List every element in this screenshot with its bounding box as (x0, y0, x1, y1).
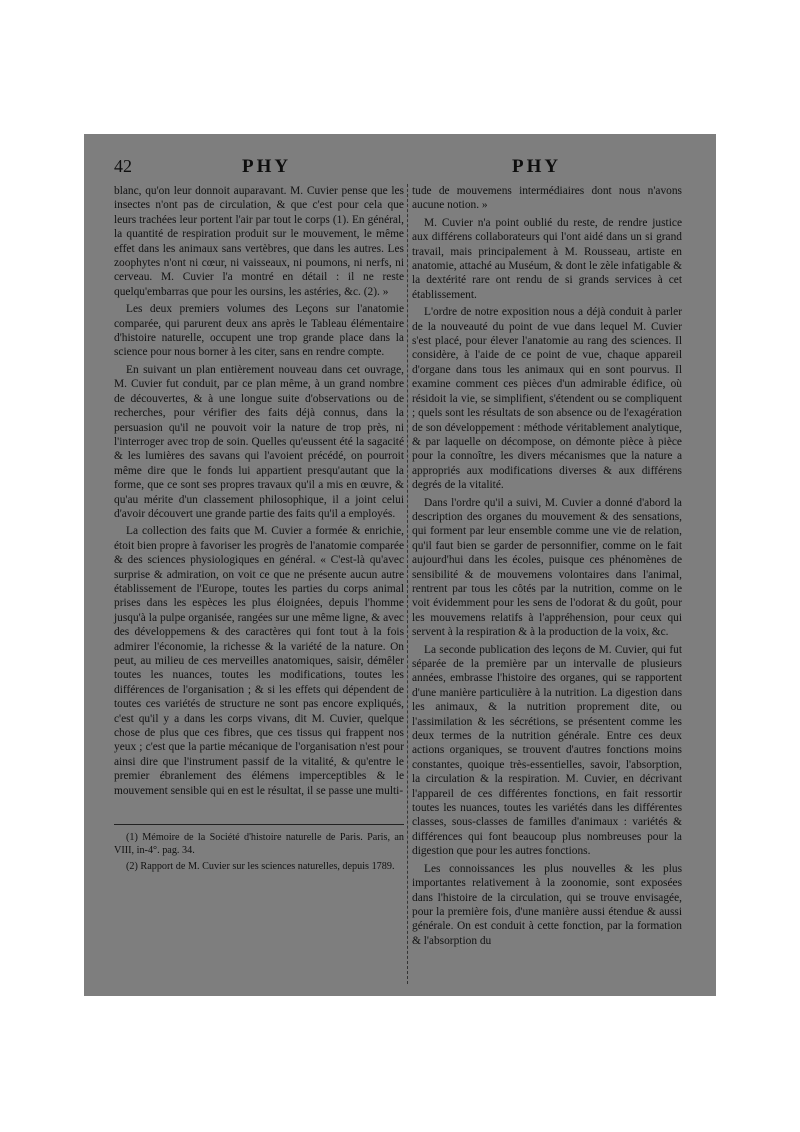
footnote-rule (114, 824, 404, 825)
left-column (114, 184, 404, 873)
footnote-2: (2) Rapport de M. Cuvier sur les sciences naturelles, depuis 1789. (126, 861, 395, 873)
right-paragraph-1: tude de mouvemens intermédiaires dont nous n'avons aucune notion. » (412, 185, 682, 212)
left-paragraph-4: La collection des faits que M. Cuvier a formée & enrichie, étoit bien propre à favoriser les progrès de l'anatomie comparée & des sciences physiologiques en général. « C'est-là qu'avec surprise & admiration, on voit ce que ne présente aucun autre établissement de l'Europe, toutes les parties du corps animal prises dans les espèces les plus éloignées, depuis l'homme jusqu'à la pulpe organisée, rangées sur une même ligne, & avec des développemens & des caractères qui font tout à la fois admirer l'économie, la richesse & la variété de la nature. On peut, au milieu de ces merveilles anatomiques, saisir, démêler toutes les nuances, toutes les modifications, toutes les différences de l'organisation ; & si les effets qui dépendent de toutes ces variétés de structure ne sont pas encore expliqués, c'est qu'il y a dans les corps vivans, dit M. Cuvier, quelque chose de plus que ces fibres, que ces tissus qui frappent nos yeux ; c'est que la partie mécanique de l'organisation n'est pour ainsi dire que l'instrument passif de la vitalité, & qu'entre le premier ébranlement des élémens imperceptibles & le mouvement sensible qui en est le résultat, il se passe une multi- (114, 525, 404, 797)
left-paragraph-3: En suivant un plan entièrement nouveau dans cet ouvrage, M. Cuvier fut conduit, par ce plan même, à un grand nombre de découvertes, & à une longue suite d'observations ou de recherches, pour vérifier des faits déjà connus, dans la persuasion qu'il ne pouvoit voir la nature de trop près, ni l'interroger avec trop de soin. Quelles qu'eussent été la sagacité & les lumières des savans qui l'avoient précédé, on pourroit même dire que le fonds lui appartient presqu'autant que la forme, que ce sont ses propres travaux qu'il a mis en œuvre, & qu'au mérite d'un classement philosophique, il a joint celui d'avoir découvert une grande partie des faits qu'il a employés. (114, 363, 404, 520)
right-running-header: PHY (512, 156, 562, 177)
right-paragraph-3: L'ordre de notre exposition nous a déjà conduit à parler de la nouveauté du point de vue dans lequel M. Cuvier s'est placé, pour élever l'anatomie au rang des sciences. Il considère, à l'aide de ce point de vue, chaque appareil d'organe dans tous les animaux qui en sont pourvus. Il examine comment ces pièces d'un admirable édifice, où résidoit la vie, se simplifient, s'étendent ou se compliquent ; quels sont les résultats de son absence ou de l'exagération de son développement : méthode véritablement analytique, & par laquelle on décompose, on démonte pièce à pièce pour la connoître, les divers mécanismes que la nature a appropriés aux modifications diverses & aux différens degrés de la vitalité. (412, 306, 682, 492)
column-divider (407, 184, 409, 984)
left-running-header: PHY (242, 156, 292, 177)
right-column (412, 184, 682, 948)
footnote-1: (1) Mémoire de la Société d'histoire naturelle de Paris. Paris, an VIII, in-4°. pag. 34. (114, 832, 404, 857)
right-paragraph-2: M. Cuvier n'a point oublié du reste, de rendre justice aux différens collaborateurs qui l'ont aidé dans un si grand travail, mais principalement à M. Rousseau, artiste en anatomie, attaché au Muséum, & dont le zèle infatigable & la dextérité rare ont rendu de si grands services à cet établissement. (412, 216, 682, 301)
scanned-page (84, 134, 716, 996)
right-paragraph-4: Dans l'ordre qu'il a suivi, M. Cuvier a donné d'abord la description des organes du mouvement & des sensations, qui forment par leur ensemble comme une vie de relation, qu'il faut bien se garder de personnifier, comme on le fait aujourd'hui dans les écoles, puisque ces phénomènes de sensibilité & de mouvemens volontaires dans l'animal, rentrent par tous les côtés par la nutrition, comme on le voit évidemment pour les sens de l'odorat & du goût, pour les mouvemens relatifs à l'appréhension, pour ceux qui servent à la respiration & à la production de la voix, &c. (412, 496, 682, 639)
right-paragraph-5: La seconde publication des leçons de M. Cuvier, qui fut séparée de la première par un intervalle de plusieurs années, embrasse l'histoire des organes, qui se rapportent d'une manière particulière à la nutrition. La digestion dans les animaux, & la nutrition proprement dite, ou l'assimilation & les sécrétions, se présentent comme les deux termes de la nutrition générale. Entre ces deux actions organiques, se trouvent d'autres fonctions moins constantes, quoique très-essentielles, savoir, l'absorption, la circulation & la respiration. M. Cuvier, en décrivant l'appareil de ces différentes fonctions, en fait ressortir toutes les nuances, toutes les variétés dans les différentes classes, sous-classes de familles d'animaux : variétés & différences qui font beaucoup plus nombreuses pour la digestion que pour les autres fonctions. (412, 643, 682, 858)
left-paragraph-2: Les deux premiers volumes des Leçons sur l'anatomie comparée, qui parurent deux ans après le Tableau élémentaire d'histoire naturelle, occupent une trop grande place dans la science pour nous borner à les citer, sans en rendre compte. (114, 303, 404, 359)
page-number: 42 (114, 156, 132, 176)
left-paragraph-1: blanc, qu'on leur donnoit auparavant. M. Cuvier pense que les insectes n'ont pas de circulation, & que c'est pour cela que leurs trachées leur portent l'air par tout le corps (1). En général, la quantité de respiration produit sur le mouvement, le même effet dans les animaux sans vertèbres, que dans les autres. Les zoophytes n'ont ni cœur, ni vaisseaux, ni poumons, ni nerfs, ni cerveau. M. Cuvier l'a montré en détail : il ne reste quelqu'embarras que pour les oursins, les astéries, &c. (2). » (114, 185, 404, 298)
right-paragraph-6: Les connoissances les plus nouvelles & les plus importantes relativement à la zoonomie, sont exposées dans l'histoire de la circulation, qui se trouve envisagée, pour la première fois, d'une manière aussi étendue & aussi générale. On est conduit à cette fonction, par la formation & l'absorption du (412, 862, 682, 947)
